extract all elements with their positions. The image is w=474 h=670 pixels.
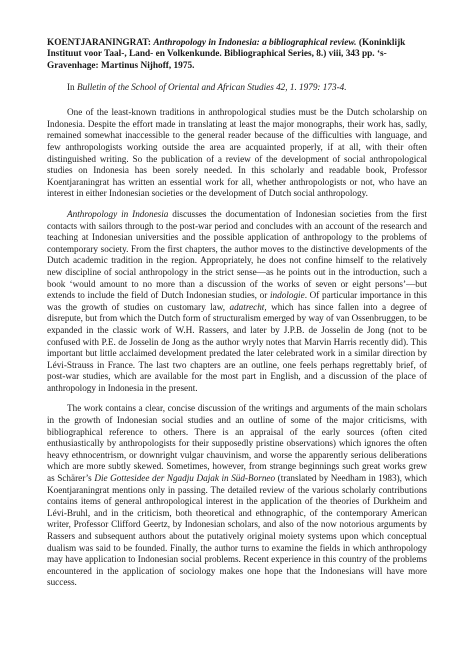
book-citation (47, 38, 427, 72)
paragraph-3-text-b: (translated by Needham in 1983), which Koentjaraningrat mentions only in passing. The detailed review of the various scholarly contributions contains items of general anthropological interest in the application of the theories of Durkheim and Lévi-Bruhl, and in the criticism, both theoretical and ethnographic, of the contemporary American writer, Professor Clifford Geertz, by Indonesian scholars, and also of the now notorious arguments by Rassers and subsequent authors about the putatively original moiety systems upon which conceptual dualism was said to be founded. Finally, the author turns to examine the fields in which anthropology may have application to Indonesian social problems. Recent experience in this country of the problems encountered in the application of sociology makes one hope that the Indonesians will have more success. (47, 473, 428, 588)
paragraph-3 (47, 403, 427, 589)
paragraph-2-text-b: . Of particular importance in this was the growth of studies on customary law, (47, 290, 427, 312)
paragraph-1 (47, 107, 427, 200)
term-indologie: indologie (269, 290, 305, 301)
scharer-book-title: Die Gottesidee der Ngadju Dajak in Süd-Borneo (94, 473, 276, 484)
paragraph-2 (47, 209, 427, 395)
paragraph-2-text-a: discusses the documentation of Indonesian societies from the first contacts with sailors through to the post-war period and concludes with an account of the research and teaching at Indonesian universities and the possible application of anthropology to the problems of contemporary society. From the first chapters, the author moves to the distinctive developments of the Dutch academic tradition in the region. Appropriately, he does not confine himself to the relatively new discipline of social anthropology in the strict sense—as he points out in the introduction, such a book ‘would amount to no more than a discussion of the works of seven or eight persons’—but extends to include the field of Dutch Indonesian studies, or (47, 208, 427, 301)
book-publication-details: (Koninklijk Instituut voor Taal-, Land- en Volkenkunde. Bibliographical Series, 8.) viii, 343 pp. ‘s-Gravenhage: Martinus Nijhoff, 1975. (47, 38, 406, 71)
source-prefix: In (67, 82, 75, 93)
book-title: Anthropology in Indonesia: a bibliographical review. (153, 38, 357, 48)
book-author: KOENTJARANINGRAT: (47, 38, 151, 48)
paragraph-1-text: One of the least-known traditions in anthropological studies must be the Dutch scholarship on Indonesia. Despite the effort made in translating at least the major monographs, their work has, sadly, remained somewhat inaccessible to the general reader because of the difficulties with language, and few anthropologists working outside the area are acquainted properly, if at all, with their often distinguished writing. So the publication of a review of the development of social anthropological studies on Indonesia has been sorely needed. In this scholarly and readable book, Professor Koentjaraningrat has written an essential work for all, whether anthropologists or not, who have an interest in either Indonesian societies or the development of Dutch social anthropology. (47, 107, 427, 199)
paragraph-2-text-c: which has since fallen into a degree of disrepute, but from which the Dutch form of structuralism emerged by way of van Ossenbruggen, to be expanded in the classic work of W.H. Rassers, and later by J.P.B. de Josselin de Jong (not to be confused with P.E. de Josselin de Jong as the author wryly notes that Marvin Harris recently did). This important but little acclaimed development predated the later celebrated work in a similar direction by Lévi-Strauss in France. The last two chapters are an outline, one feels perhaps regrettably brief, of post-war studies, which are available for the most part in English, and a discussion of the place of anthropology in Indonesia in the present. (47, 301, 427, 393)
paragraph-3-text-a: The work contains a clear, concise discussion of the writings and arguments of the main scholars in the growth of Indonesian social studies and an outline of some of the major criticisms, with bibliographical reference to others. There is an appraisal of the early sources (often cited enthusiastically by anthropologists for their supposedly pristine observations) which ignores the often heavy ethnocentrism, or downright vulgar chauvinism, and worse the apparently serious deliberations which are more subtly skewed. Sometimes, however, from strange beginnings such great works grew as Schärer’s (47, 403, 427, 484)
paragraph-2-book-title: Anthropology in Indonesia (67, 208, 169, 219)
journal-reference: Bulletin of the School of Oriental and African Studies 42, 1. 1979: 173-4. (76, 82, 347, 93)
journal-source (47, 82, 427, 93)
term-adatrecht: adatrecht, (229, 301, 267, 312)
